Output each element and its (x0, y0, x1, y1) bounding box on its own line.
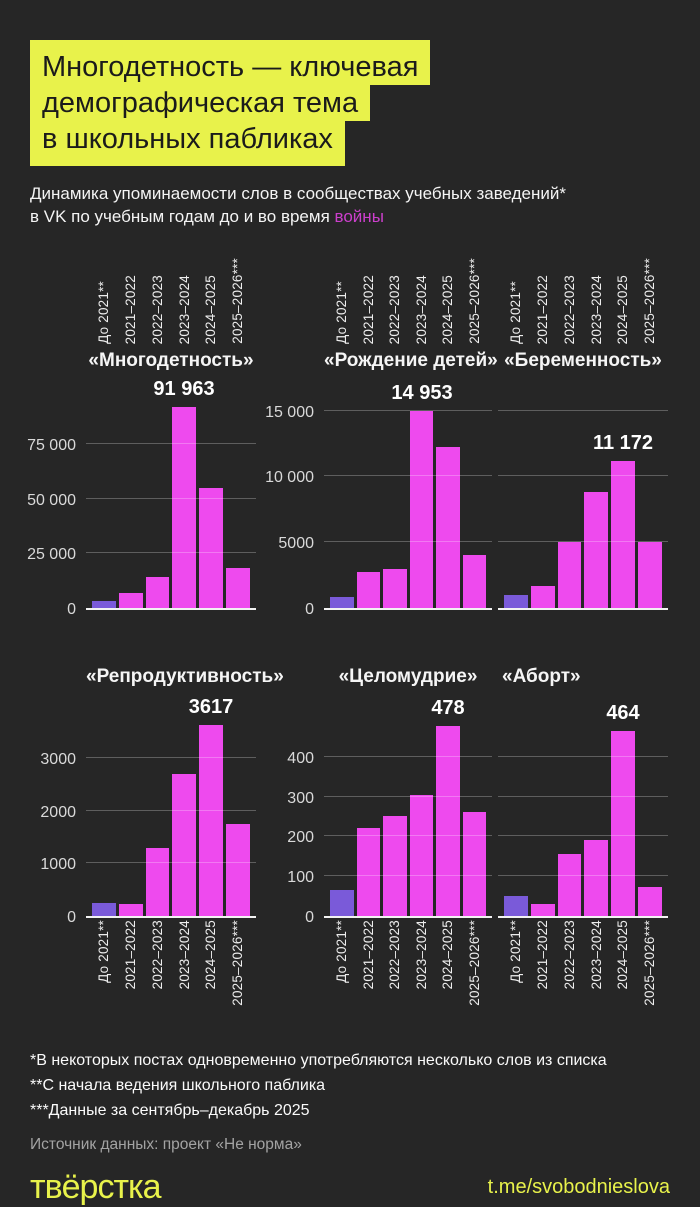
bar-2024–2025 (436, 726, 460, 916)
x-axis-label-text: 2024–2025 (440, 920, 455, 990)
x-axis-label-text: 2021–2022 (534, 274, 550, 344)
x-axis-label (638, 920, 662, 1022)
x-axis-label-text: 2021–2022 (360, 274, 376, 344)
plot-area (324, 696, 492, 918)
x-axis-label-text: 2023–2024 (588, 920, 604, 990)
x-axis-label (463, 920, 487, 1022)
bars (498, 720, 668, 916)
x-axis-label (330, 244, 354, 344)
bars (324, 404, 492, 608)
x-axis-label (226, 920, 250, 1022)
y-axis-tick-label: 0 (305, 909, 314, 926)
telegram-link: t.me/svobodnieslova (487, 1176, 670, 1198)
footnote-3: ***Данные за сентябрь–декабрь 2025 (30, 1102, 310, 1119)
chart-rozhdenie-detey (265, 244, 498, 618)
x-axis-labels (498, 244, 668, 344)
x-axis-label (463, 244, 487, 344)
bar-2025–2026*** (638, 542, 662, 608)
x-axis-label-text: 2024–2025 (615, 920, 631, 990)
x-axis-label (611, 920, 635, 1022)
bar-До 2021** (330, 890, 354, 916)
x-axis-label (410, 920, 434, 1022)
title-line-1: Многодетность — ключевая (30, 40, 670, 85)
plot-area (86, 696, 256, 918)
x-axis-label-text: 2021–2022 (534, 920, 550, 990)
charts-row-top (27, 236, 670, 618)
x-axis-label-text: 2025–2026*** (466, 258, 482, 344)
y-axis-tick-label: 5000 (278, 535, 314, 553)
gridline (498, 796, 668, 797)
x-axis-label-text: До 2021** (96, 920, 112, 983)
y-axis (268, 720, 324, 926)
x-axis-label (226, 244, 250, 344)
y-axis (27, 404, 86, 618)
bars (324, 720, 492, 916)
chart-reproduktivnost (30, 666, 284, 1022)
footer (30, 1168, 670, 1207)
x-axis-label (330, 920, 354, 1022)
y-axis-tick-label: 0 (67, 601, 76, 618)
footnote-1: *В некоторых постах одновременно употребляются несколько слов из списка (30, 1052, 607, 1069)
bar-2022–2023 (146, 848, 170, 916)
page-title (30, 40, 670, 166)
peak-value-label: 3617 (188, 696, 234, 719)
x-axis-label-text: До 2021** (508, 920, 524, 983)
bar-До 2021** (330, 597, 354, 608)
x-axis-label-text: 2024–2025 (440, 274, 455, 344)
chart-body (30, 696, 256, 926)
y-axis-tick-label: 3000 (40, 750, 76, 768)
x-axis-label (611, 244, 635, 344)
gridline (86, 757, 256, 758)
x-axis-label-text: 2022–2023 (149, 274, 165, 344)
bar-2025–2026*** (463, 555, 487, 608)
x-axis-label (584, 244, 608, 344)
x-axis-label-text: 2022–2023 (387, 920, 402, 990)
x-axis-label-text: 2022–2023 (561, 274, 577, 344)
gridline (86, 810, 256, 811)
x-axis-labels (324, 920, 492, 1022)
bar-2023–2024 (172, 774, 196, 916)
gridline (324, 475, 492, 476)
x-axis-label-text: 2024–2025 (203, 920, 219, 990)
gridline (86, 498, 256, 499)
bar-2024–2025 (611, 461, 635, 608)
war-word: войны (334, 207, 384, 226)
charts-row-bottom (30, 638, 670, 1022)
y-axis-tick-label: 400 (287, 749, 314, 767)
gridline (324, 796, 492, 797)
bar-2022–2023 (146, 577, 170, 608)
y-axis-tick-label: 75 000 (27, 437, 76, 455)
x-axis-label (146, 244, 170, 344)
bar-До 2021** (92, 903, 116, 916)
x-axis-label (383, 920, 407, 1022)
x-axis-label (199, 244, 223, 344)
x-axis-label (504, 244, 528, 344)
x-axis-label-text: 2021–2022 (360, 920, 376, 990)
bars (86, 404, 256, 608)
bars (86, 720, 256, 916)
chart-title: «Аборт» (502, 666, 581, 687)
chart-beremennost (498, 244, 668, 610)
x-axis-label (199, 920, 223, 1022)
x-axis-label (436, 244, 460, 344)
bar-2023–2024 (584, 840, 608, 916)
header (30, 40, 670, 228)
x-axis-label-text: До 2021** (334, 281, 349, 344)
bar-2021–2022 (119, 593, 143, 608)
bar-2021–2022 (531, 904, 555, 916)
x-axis-label-text: 2025–2026*** (642, 258, 658, 344)
x-axis-label-text: 2022–2023 (387, 274, 402, 344)
gridline (86, 862, 256, 863)
bar-2025–2026*** (226, 824, 250, 916)
bar-2023–2024 (410, 795, 434, 917)
chart-body (265, 382, 492, 618)
y-axis (265, 403, 324, 618)
x-axis-label-text: 2021–2022 (122, 920, 138, 990)
gridline (324, 875, 492, 876)
x-axis-label-text: 2024–2025 (203, 274, 219, 344)
subtitle-line-2: в VK по учебным годам до и во время (30, 207, 330, 226)
x-axis-label-text: 2023–2024 (176, 274, 192, 344)
y-axis-tick-label: 50 000 (27, 491, 76, 509)
bar-2024–2025 (199, 488, 223, 608)
x-axis-label-text: 2022–2023 (149, 920, 165, 990)
gridline (324, 541, 492, 542)
bar-2023–2024 (410, 411, 434, 608)
bar-До 2021** (92, 601, 116, 608)
bar-2021–2022 (357, 572, 381, 608)
x-axis-label (531, 244, 555, 344)
y-axis-tick-label: 100 (287, 869, 314, 887)
x-axis-label (92, 920, 116, 1022)
chart-title: «Репродуктивность» (86, 666, 284, 687)
peak-value-label: 11 172 (592, 431, 654, 454)
bar-2022–2023 (558, 854, 582, 916)
x-axis-label (584, 920, 608, 1022)
y-axis-tick-label: 0 (67, 909, 76, 926)
x-axis-label (119, 244, 143, 344)
x-axis-label-text: 2023–2024 (176, 920, 192, 990)
x-axis-label (436, 920, 460, 1022)
x-axis-label (558, 920, 582, 1022)
x-axis-label-text: 2025–2026*** (230, 258, 246, 344)
gridline (324, 410, 492, 411)
chart-body (27, 378, 256, 618)
x-axis-label-text: 2023–2024 (413, 920, 429, 990)
x-axis-label-text: До 2021** (334, 920, 349, 983)
x-axis-label-text: 2021–2022 (122, 274, 138, 344)
bar-До 2021** (504, 896, 528, 916)
chart-body (268, 696, 492, 926)
x-axis-label (638, 244, 662, 344)
peak-value-label: 478 (431, 696, 465, 719)
gridline (498, 475, 668, 476)
x-axis-label (172, 244, 196, 344)
x-axis-labels (86, 244, 256, 344)
x-axis-label-text: 2022–2023 (561, 920, 577, 990)
x-axis-label (146, 920, 170, 1022)
data-source: Источник данных: проект «Не норма» (30, 1136, 302, 1153)
chart-mnogodetnost (27, 244, 256, 618)
x-axis-label (383, 244, 407, 344)
x-axis-label (410, 244, 434, 344)
x-axis-label (357, 244, 381, 344)
x-axis-label-text: До 2021** (96, 281, 112, 344)
x-axis-labels (86, 920, 256, 1022)
y-axis-tick-label: 25 000 (27, 546, 76, 564)
chart-subtitle (30, 182, 670, 228)
chart-tselomudrie (268, 666, 492, 1022)
chart-title: «Беременность» (504, 350, 662, 371)
gridline (498, 756, 668, 757)
chart-title: «Рождение детей» (324, 350, 498, 371)
y-axis-tick-label: 300 (287, 789, 314, 807)
plot-area (324, 382, 492, 610)
bar-2023–2024 (584, 492, 608, 608)
bar-2023–2024 (172, 407, 196, 608)
bar-2021–2022 (357, 828, 381, 916)
footnote-2: **С начала ведения школьного паблика (30, 1077, 326, 1094)
x-axis-label-text: 2024–2025 (615, 274, 631, 344)
x-axis-label (504, 920, 528, 1022)
chart-title: «Целомудрие» (338, 666, 478, 687)
plot-area (498, 404, 668, 610)
bar-2022–2023 (383, 816, 407, 916)
gridline (498, 835, 668, 836)
x-axis-labels (498, 920, 668, 1022)
chart-body (498, 404, 668, 610)
plot-area (86, 378, 256, 610)
gridline (324, 756, 492, 757)
gridline (498, 410, 668, 411)
gridline (498, 875, 668, 876)
title-line-3: в школьных пабликах (30, 121, 670, 166)
x-axis-label (558, 244, 582, 344)
x-axis-label-text: 2025–2026*** (466, 920, 482, 1006)
bar-2025–2026*** (463, 812, 487, 916)
bar-2024–2025 (436, 447, 460, 608)
verstka-logo: твёрстка (30, 1168, 161, 1206)
x-axis-label (92, 244, 116, 344)
x-axis-label-text: 2025–2026*** (230, 920, 246, 1006)
y-axis-tick-label: 2000 (40, 803, 76, 821)
y-axis-tick-label: 200 (287, 829, 314, 847)
gridline (498, 541, 668, 542)
y-axis-tick-label: 15 000 (265, 403, 314, 421)
x-axis-label-text: 2025–2026*** (642, 920, 658, 1006)
y-axis-tick-label: 10 000 (265, 469, 314, 487)
bar-2022–2023 (558, 542, 582, 608)
chart-body (498, 702, 668, 918)
x-axis-label-text: 2023–2024 (413, 274, 429, 344)
bar-2021–2022 (119, 904, 143, 916)
bar-2025–2026*** (226, 568, 250, 608)
chart-abort (498, 666, 668, 1022)
chart-title: «Многодетность» (88, 350, 254, 371)
peak-value-label: 464 (606, 702, 640, 725)
y-axis-tick-label: 0 (305, 601, 314, 618)
peak-value-label: 91 963 (153, 378, 215, 401)
bar-2025–2026*** (638, 887, 662, 916)
y-axis (30, 720, 86, 926)
bar-2024–2025 (611, 731, 635, 916)
subtitle-line-1: Динамика упоминаемости слов в сообществах учебных заведений* (30, 184, 567, 203)
peak-value-label: 14 953 (391, 382, 453, 405)
footnotes (30, 1048, 670, 1123)
gridline (86, 443, 256, 444)
bar-2024–2025 (199, 725, 223, 916)
x-axis-labels (324, 244, 492, 344)
bar-До 2021** (504, 595, 528, 608)
x-axis-label (119, 920, 143, 1022)
x-axis-label-text: 2023–2024 (588, 274, 604, 344)
bar-2021–2022 (531, 586, 555, 608)
x-axis-label (172, 920, 196, 1022)
y-axis-tick-label: 1000 (40, 856, 76, 874)
gridline (324, 835, 492, 836)
plot-area (498, 702, 668, 918)
title-line-2: демографическая тема (30, 85, 670, 121)
x-axis-label-text: До 2021** (508, 281, 524, 344)
x-axis-label (357, 920, 381, 1022)
bar-2022–2023 (383, 569, 407, 608)
x-axis-label (531, 920, 555, 1022)
gridline (86, 552, 256, 553)
